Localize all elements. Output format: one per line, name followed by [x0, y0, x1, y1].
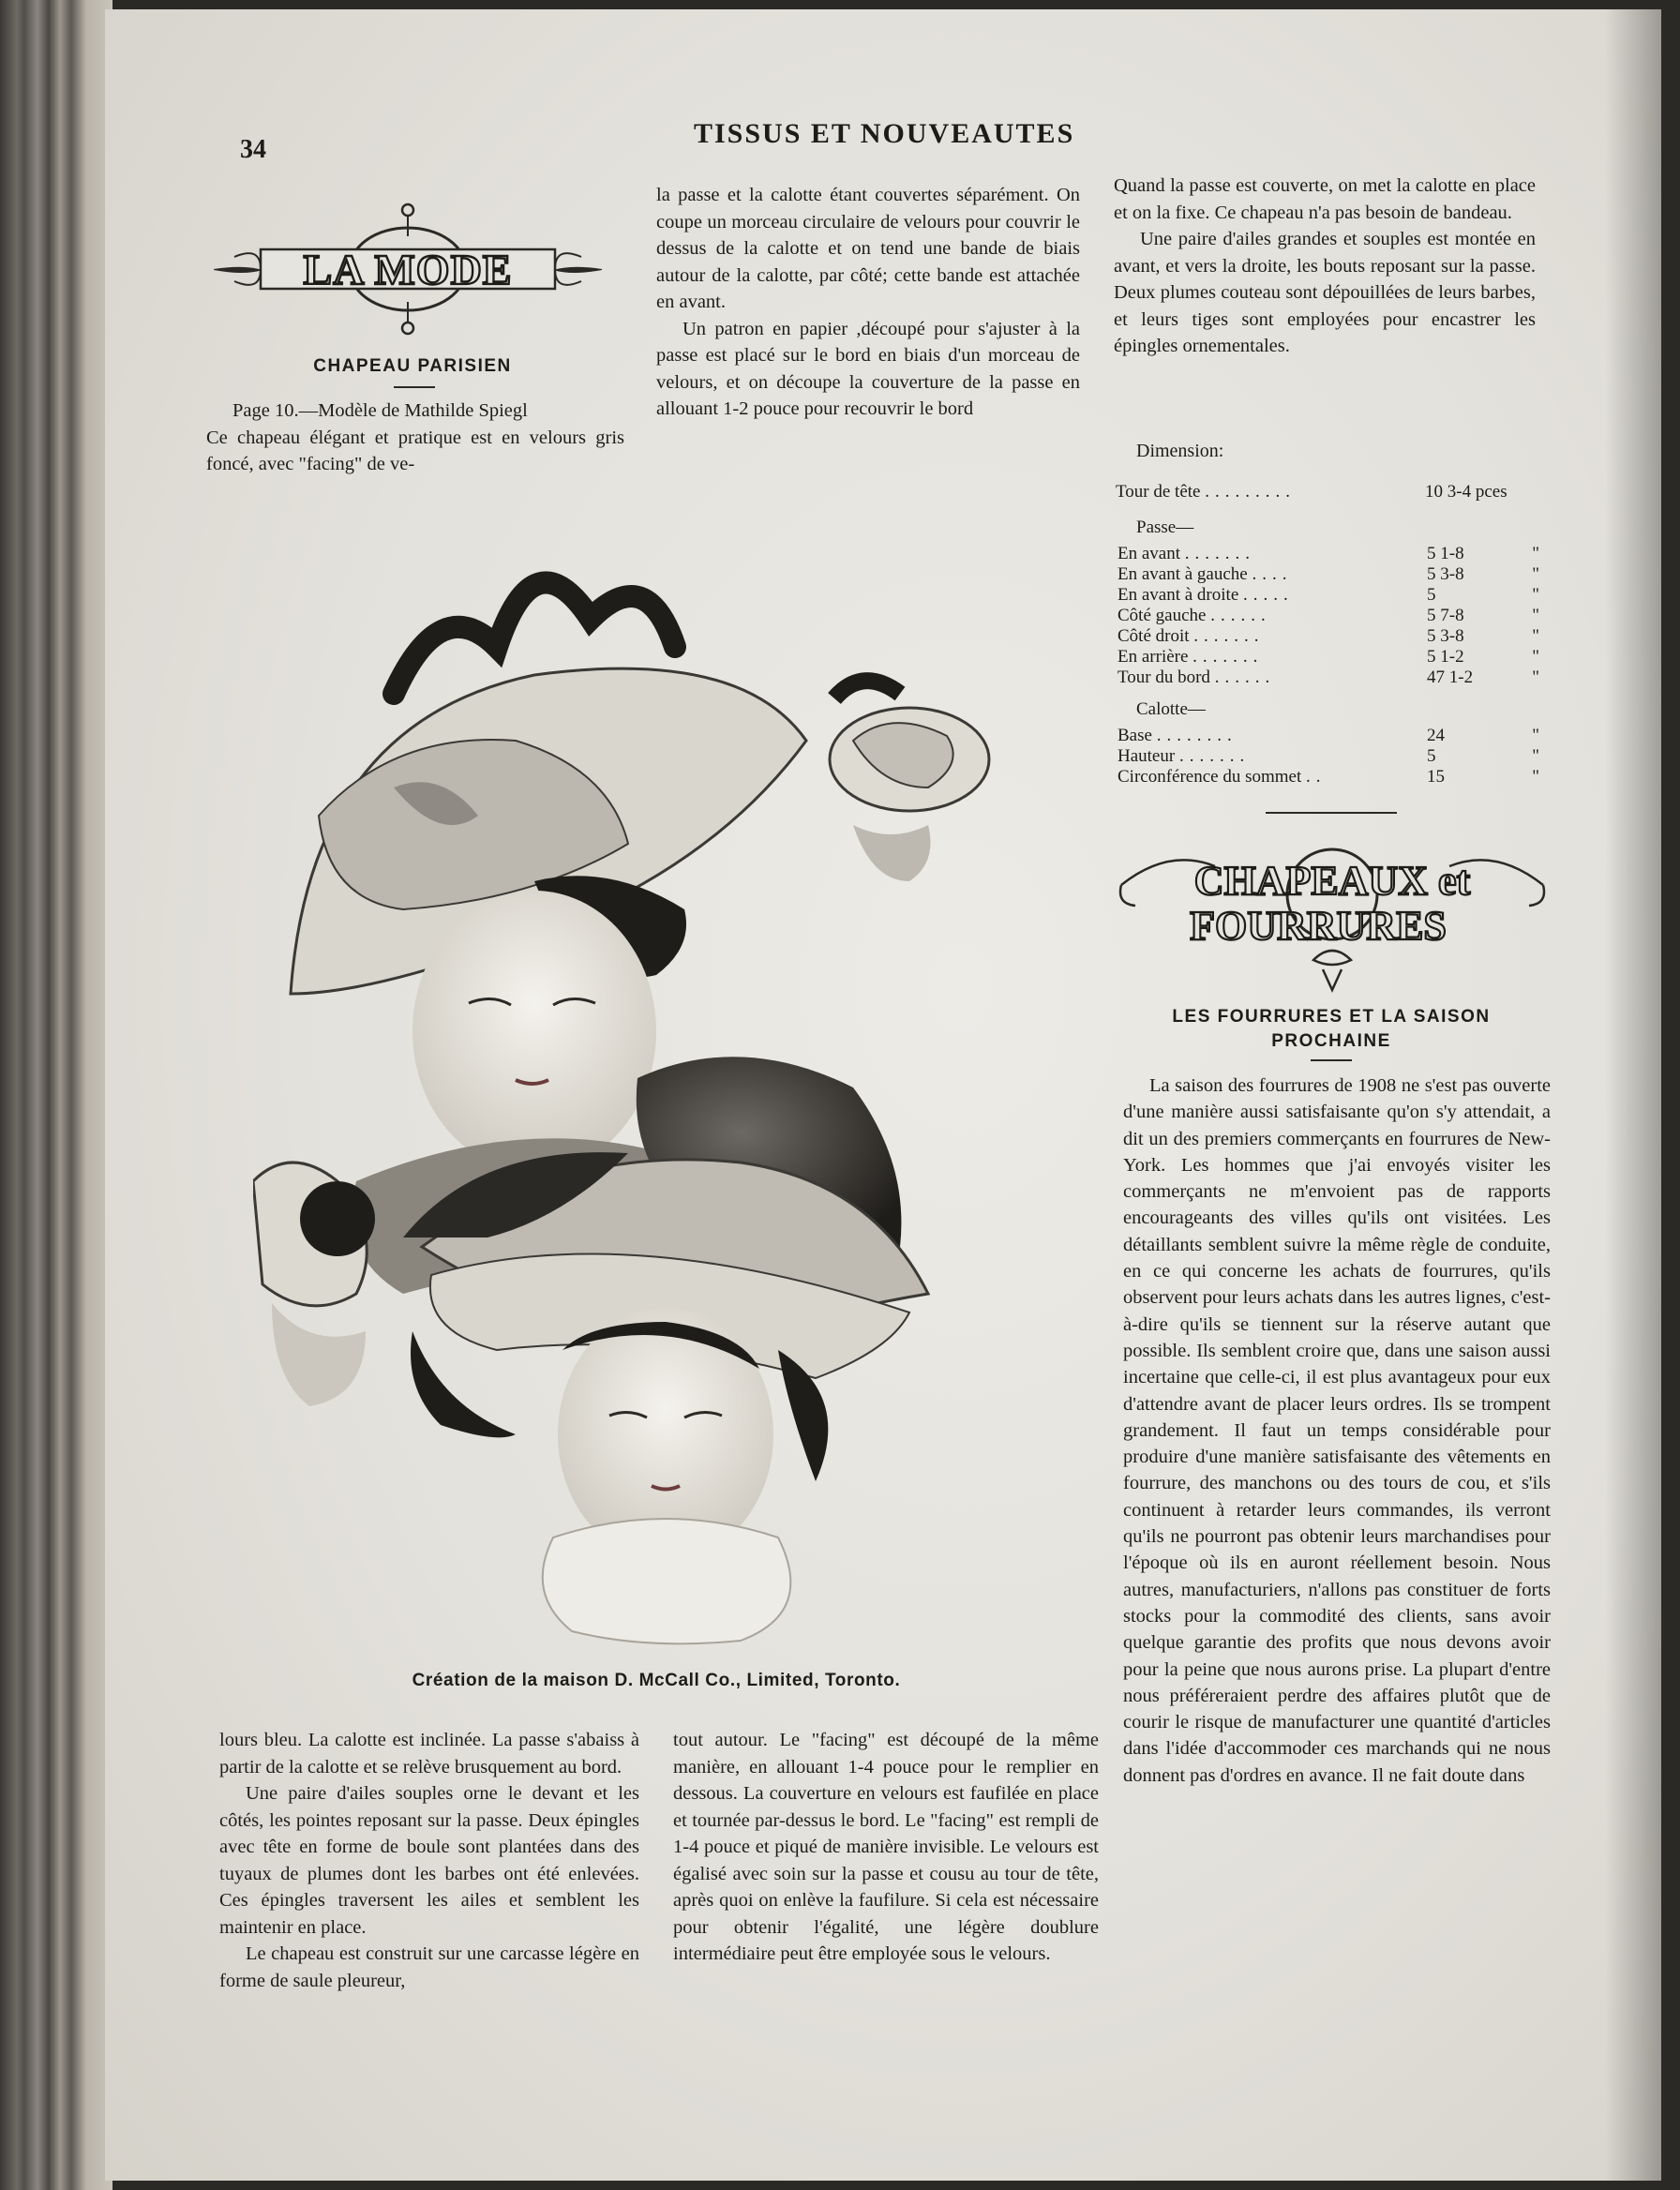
- article1-col2-bottom: [673, 1727, 1099, 1968]
- table-row: Circonférence du sommet .. 15 ": [1118, 767, 1539, 787]
- left-figure: [253, 1162, 375, 1406]
- dimension-table-passe: [1118, 544, 1539, 688]
- table-row: En avant à gauche .... 5 3-8 ": [1118, 564, 1539, 584]
- table-row: Côté gauche ...... 5 7-8 ": [1118, 606, 1539, 625]
- article2-heading: [1116, 1005, 1547, 1054]
- paragraph: Page 10.—Modèle de Mathilde Spiegl: [232, 400, 528, 421]
- article2-heading-line1: LES FOURRURES ET LA SAISON: [1172, 1007, 1491, 1027]
- running-title: TISSUS ET NOUVEAUTES: [694, 118, 1075, 149]
- article1-col1-top: [206, 398, 624, 478]
- article2-heading-line2: PROCHAINE: [1271, 1031, 1391, 1051]
- table-cell: 10 3-4 pces: [1425, 482, 1508, 502]
- article1-col3-top: [1114, 172, 1536, 360]
- paragraph: tout autour. Le "facing" est découpé de la même manière, en allouant 1-4 pouce pour le remplier en dessous. La couverture en velours est faufilée en place et tournée par-dessus le bord. Le "facing" est rempli de 1-4 pouce et piqué de manière invisible. Le velours est égalisé avec soin sur la passe et cousu au tour de tête, après quoi on enlève la faufilure. Si cela est nécessaire pour obtenir l'égalité, une légère doublure intermédiaire peut être employée sous le velours.: [673, 1730, 1099, 1964]
- paragraph: Une paire d'ailes grandes et souples est montée en avant, et vers la droite, les bouts reposant sur la passe. Deux plumes couteau sont dépouillées de leurs barbes, et leurs tiges sont employées pour encastrer les épingles ornementales.: [1114, 229, 1536, 356]
- page-number: 34: [240, 135, 266, 164]
- article1-col1-bottom: [219, 1727, 639, 1994]
- article1-col2-top: [656, 182, 1080, 423]
- table-row: Base ........ 24 ": [1118, 726, 1539, 745]
- illustration-caption: Création de la maison D. McCall Co., Limited, Toronto.: [412, 1671, 901, 1690]
- book-binding: [0, 0, 112, 2190]
- table-row: Hauteur ....... 5 ": [1118, 746, 1539, 766]
- table-row: Tour du bord ...... 47 1-2 ": [1118, 668, 1539, 687]
- chapeaux-fourrures-logo: [1112, 829, 1552, 998]
- paragraph: lours bleu. La calotte est inclinée. La passe s'abaiss à partir de la calotte et se relève brusquement au bord.: [219, 1730, 639, 1778]
- paragraph: Le chapeau est construit sur une carcasse légère en forme de saule pleureur,: [219, 1943, 639, 1991]
- table-row: En avant ....... 5 1-8 ": [1118, 544, 1539, 563]
- table-row: [1116, 482, 1509, 502]
- chapeaux-logo-line2: FOURRURES: [1190, 903, 1447, 949]
- calotte-title: Calotte—: [1136, 699, 1206, 719]
- la-mode-logo: [206, 199, 609, 339]
- paragraph: la passe et la calotte étant couvertes séparément. On coupe un morceau circulaire de velours pour couvrir le dessus de la calotte et on tend une bande de biais autour de la calotte, par côté; cette bande est attachée en avant.: [656, 185, 1080, 312]
- table-row: Côté droit ....... 5 3-8 ": [1118, 626, 1539, 646]
- paragraph: Une paire d'ailes souples orne le devant et les côtés, les pointes reposant sur la passe. Deux épingles avec tête en forme de boule sont plantées dans des tuyaux de plumes dont les barbes ont été enlevées. Ces épingles traversent les ailes et semblent les maintenir en place.: [219, 1783, 639, 1938]
- paragraph: La saison des fourrures de 1908 ne s'est pas ouverte d'une manière aussi satisfaisante qu'on s'y attendait, a dit un des premiers commerçants en fourrures de New-York. Les hommes que j'ai envoyés visiter les commerçants ne m'envoient pas de rapports encourageants des villes qu'ils ont visitées. Les détaillants semblent suivre la même règle de conduite, en ce qui concerne les achats de fourrures, qu'ils observent pour leurs achats dans les autres lignes, c'est-à-dire qu'ils se tiennent sur la réserve autant que possible. Ils semblent croire que, dans une saison aussi incertaine que celle-ci, il est plus avantageux pour eux d'attendre avant de placer leurs ordres. Ils se trompent grandement. Il faut un temps considérable pour produire d'une manière satisfaisante des vêtements en fourrure, des manchons ou des tours de cou, et s'ils continuent à retarder leurs commandes, ils verront qu'ils ne pourront pas obtenir leurs marchandises pour l'époque où ils en auront réellement besoin. Nous autres, manufacturiers, n'allons pas constituer de forts stocks pour la commodité des clients, sans avoir quelque garantie des profits que nous devons avoir pour la peine que nous aurons prise. La plupart d'entre nous préféreraient perdre des affaires plutôt que de courir le risque de manufacturer une quantité d'articles dans l'idée d'accommoder ces marchands qui ne nous donnent pas d'ordres en avance. Il ne fait doute dans: [1123, 1075, 1551, 1786]
- la-mode-logo-text: LA MODE: [303, 246, 513, 293]
- paragraph: Quand la passe est couverte, on met la calotte en place et on la fixe. Ce chapeau n'a pas besoin de bandeau.: [1114, 175, 1536, 223]
- table-row: En arrière ....... 5 1-2 ": [1118, 647, 1539, 667]
- table-cell: Tour de tête .........: [1116, 482, 1296, 502]
- small-hat-figure: [830, 681, 989, 881]
- article-heading-chapeau-parisien: CHAPEAU PARISIEN: [313, 356, 512, 376]
- dimension-table-calotte: [1118, 726, 1539, 788]
- passe-title: Passe—: [1136, 518, 1194, 537]
- heading-rule: [394, 386, 435, 388]
- table-row: En avant à droite ..... 5 ": [1118, 585, 1539, 605]
- hat-illustration: [253, 506, 1041, 1650]
- heading-rule: [1311, 1059, 1352, 1061]
- paragraph: Ce chapeau élégant et pratique est en velours gris foncé, avec "facing" de ve-: [206, 427, 624, 474]
- dimension-table-tour: [1116, 482, 1509, 502]
- page-edge-shadow: [1605, 9, 1661, 2181]
- dimension-title: Dimension:: [1136, 441, 1224, 461]
- paragraph: Un patron en papier ,découpé pour s'ajuster à la passe est placé sur le bord en biais d'un morceau de velours, et on découpe la couverture de la passe en allouant 1-2 pouce pour recouvrir le bord: [656, 318, 1080, 419]
- article2-column: [1123, 1072, 1551, 1789]
- chapeaux-logo-line1: CHAPEAUX et: [1193, 858, 1471, 904]
- section-divider: [1266, 812, 1397, 814]
